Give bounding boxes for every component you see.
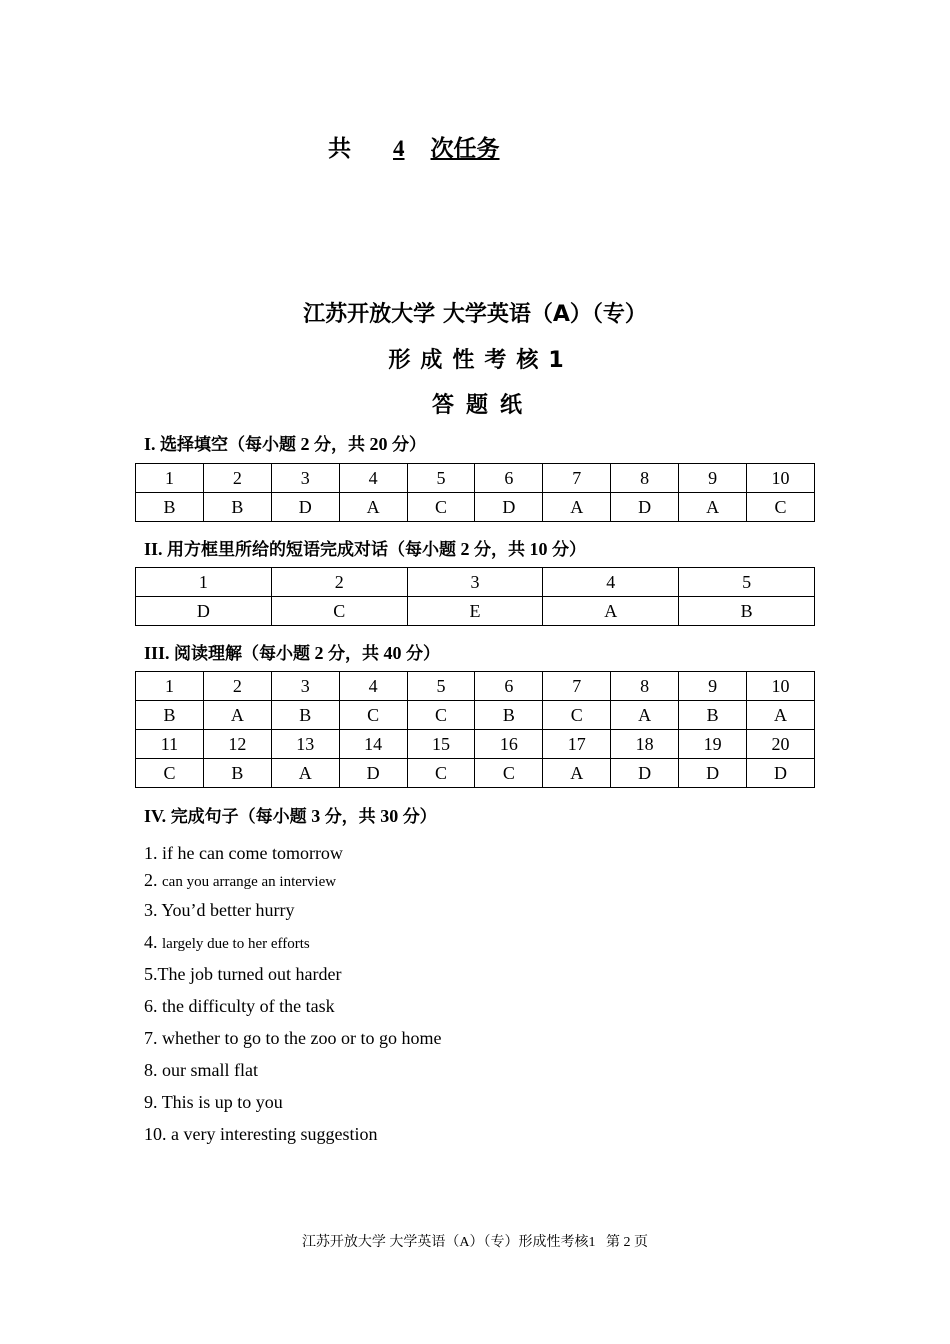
question-number: 1	[136, 568, 272, 597]
footer-title: 江苏开放大学 大学英语（A）（专）形成性考核1	[301, 1235, 596, 1250]
item-text: the difficulty of the task	[162, 996, 335, 1016]
question-number: 7	[543, 464, 611, 493]
question-number: 2	[203, 464, 271, 493]
task-prefix: 共	[328, 136, 351, 162]
question-number: 6	[475, 672, 543, 701]
question-number: 18	[611, 730, 679, 759]
task-count-underlined	[359, 136, 500, 162]
table-row	[136, 672, 815, 701]
section-4-heading	[144, 802, 437, 827]
list-item	[144, 1060, 258, 1081]
answer-cell: A	[543, 493, 611, 522]
item-number: 5.	[144, 964, 158, 984]
section-4-mid: 分，共	[324, 807, 376, 827]
item-number: 8.	[144, 1060, 158, 1080]
question-number: 3	[407, 568, 543, 597]
question-number: 3	[271, 672, 339, 701]
answer-cell: B	[203, 493, 271, 522]
task-count-line	[328, 130, 500, 163]
answer-cell: D	[136, 597, 272, 626]
answer-cell: B	[136, 701, 204, 730]
section-3-mid: 分，共	[328, 644, 380, 664]
table-row	[136, 701, 815, 730]
answer-cell: A	[543, 759, 611, 788]
question-number: 8	[611, 464, 679, 493]
item-text: our small flat	[162, 1060, 258, 1080]
section-2-mid: 分，共	[474, 540, 526, 560]
section-4-end: 分）	[402, 807, 437, 827]
answer-cell: B	[679, 701, 747, 730]
section-1-points: 2	[300, 434, 310, 454]
answer-cell: D	[611, 759, 679, 788]
section-1-heading	[144, 430, 426, 455]
answer-sheet-heading: 答题纸	[431, 393, 534, 418]
question-number: 11	[136, 730, 204, 759]
answer-cell: D	[339, 759, 407, 788]
item-number: 4.	[144, 932, 158, 952]
answer-cell: D	[475, 493, 543, 522]
question-number: 8	[611, 672, 679, 701]
document-subtitle: 形成性考核1	[388, 348, 574, 373]
item-text: The job turned out harder	[157, 964, 342, 984]
answer-cell: B	[271, 701, 339, 730]
section-4-label: 完成句子（每小题	[170, 807, 307, 827]
item-number: 6.	[144, 996, 158, 1016]
question-number: 2	[271, 568, 407, 597]
answer-cell: C	[407, 701, 475, 730]
answer-cell: A	[611, 701, 679, 730]
question-number: 6	[475, 464, 543, 493]
answer-cell: A	[679, 493, 747, 522]
list-item	[144, 900, 295, 921]
item-number: 2.	[144, 870, 158, 890]
answer-cell: B	[475, 701, 543, 730]
page-footer	[0, 1231, 950, 1251]
question-number: 12	[203, 730, 271, 759]
section-3-end: 分）	[406, 644, 441, 664]
section-2-label: 用方框里所给的短语完成对话（每小题	[167, 540, 457, 560]
question-number: 16	[475, 730, 543, 759]
question-number: 3	[271, 464, 339, 493]
answer-cell: E	[407, 597, 543, 626]
section-1-mid: 分，共	[314, 435, 366, 455]
section-1-label: 选择填空（每小题	[160, 435, 297, 455]
section-3-answer-table	[135, 671, 815, 788]
question-number: 20	[747, 730, 815, 759]
list-item	[144, 1124, 377, 1145]
table-row	[136, 464, 815, 493]
section-2-heading	[144, 535, 586, 560]
section-3-heading	[144, 639, 440, 664]
question-number: 10	[747, 672, 815, 701]
list-item	[144, 1028, 441, 1049]
list-item	[144, 932, 310, 953]
answer-cell: D	[271, 493, 339, 522]
answer-cell: A	[271, 759, 339, 788]
answer-cell: C	[747, 493, 815, 522]
list-item	[144, 843, 343, 864]
table-row	[136, 568, 815, 597]
item-text: whether to go to the zoo or to go home	[162, 1028, 442, 1048]
question-number: 13	[271, 730, 339, 759]
section-3-label: 阅读理解（每小题	[174, 644, 311, 664]
list-item	[144, 964, 341, 985]
question-number: 4	[339, 464, 407, 493]
question-number: 9	[679, 672, 747, 701]
answer-cell: C	[543, 701, 611, 730]
answer-cell: A	[543, 597, 679, 626]
section-4-points: 3	[311, 806, 321, 826]
section-2-end: 分）	[552, 540, 587, 560]
question-number: 2	[203, 672, 271, 701]
section-2-total: 10	[529, 539, 548, 559]
page-number: 第 2 页	[606, 1235, 649, 1250]
item-text: This is up to you	[161, 1092, 283, 1112]
answer-cell: D	[747, 759, 815, 788]
question-number: 5	[679, 568, 815, 597]
item-number: 9.	[144, 1092, 158, 1112]
section-2-roman: II.	[144, 539, 163, 559]
question-number: 1	[136, 672, 204, 701]
item-text: a very interesting suggestion	[171, 1124, 378, 1144]
section-1-roman: I.	[144, 434, 156, 454]
question-number: 10	[747, 464, 815, 493]
answer-cell: A	[339, 493, 407, 522]
table-row	[136, 597, 815, 626]
section-3-points: 2	[314, 643, 324, 663]
question-number: 7	[543, 672, 611, 701]
item-number: 3.	[144, 900, 158, 920]
answer-cell: B	[136, 493, 204, 522]
answer-cell: A	[747, 701, 815, 730]
answer-cell: D	[611, 493, 679, 522]
section-4-roman: IV.	[144, 806, 167, 826]
list-item	[144, 870, 336, 891]
answer-cell: C	[339, 701, 407, 730]
answer-cell: D	[679, 759, 747, 788]
table-row	[136, 730, 815, 759]
section-1-end: 分）	[392, 435, 427, 455]
answer-cell: B	[679, 597, 815, 626]
question-number: 19	[679, 730, 747, 759]
item-text: largely due to her efforts	[162, 936, 310, 952]
question-number: 5	[407, 464, 475, 493]
question-number: 5	[407, 672, 475, 701]
item-text: if he can come tomorrow	[162, 843, 343, 863]
question-number: 15	[407, 730, 475, 759]
item-number: 10.	[144, 1124, 167, 1144]
item-number: 1.	[144, 843, 158, 863]
item-text: You’d better hurry	[161, 900, 295, 920]
item-number: 7.	[144, 1028, 158, 1048]
list-item	[144, 996, 335, 1017]
list-item	[144, 1092, 283, 1113]
question-number: 1	[136, 464, 204, 493]
answer-cell: C	[271, 597, 407, 626]
answer-cell: C	[475, 759, 543, 788]
section-3-total: 40	[383, 643, 402, 663]
question-number: 4	[543, 568, 679, 597]
answer-cell: A	[203, 701, 271, 730]
answer-cell: C	[407, 759, 475, 788]
section-2-points: 2	[460, 539, 470, 559]
question-number: 9	[679, 464, 747, 493]
item-text: can you arrange an interview	[162, 874, 337, 890]
task-count: 4	[393, 136, 405, 161]
section-1-total: 20	[369, 434, 388, 454]
document-title: 江苏开放大学 大学英语（A）（专）	[303, 302, 647, 327]
question-number: 14	[339, 730, 407, 759]
task-suffix: 次任务	[430, 136, 500, 162]
table-row	[136, 759, 815, 788]
answer-cell: C	[407, 493, 475, 522]
answer-cell: B	[203, 759, 271, 788]
question-number: 17	[543, 730, 611, 759]
answer-cell: C	[136, 759, 204, 788]
section-2-answer-table	[135, 567, 815, 626]
question-number: 4	[339, 672, 407, 701]
section-1-answer-table	[135, 463, 815, 522]
section-4-total: 30	[380, 806, 399, 826]
section-3-roman: III.	[144, 643, 170, 663]
table-row	[136, 493, 815, 522]
